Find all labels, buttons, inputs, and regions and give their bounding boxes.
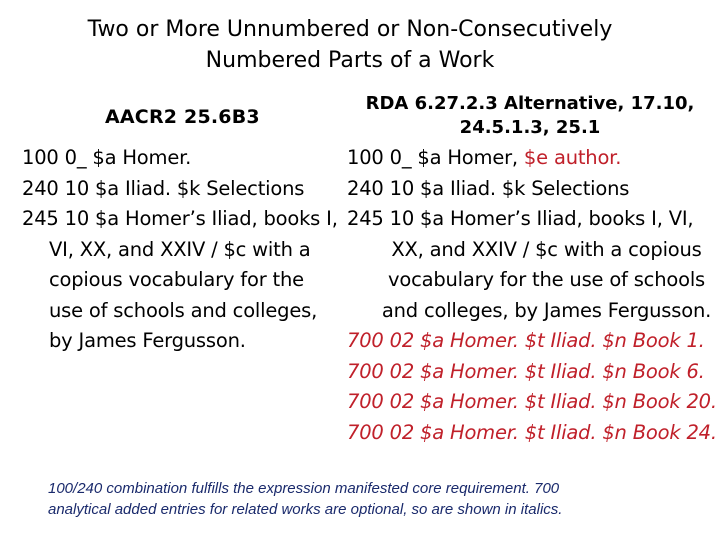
slide-title-line-2: Numbered Parts of a Work	[205, 48, 495, 73]
rda-field-100-relator: $e author.	[517, 146, 622, 169]
aacr2-field-245-line-5: by James Fergusson.	[49, 329, 246, 352]
rda-field-100	[347, 143, 719, 174]
rda-field-245-line-1: 245 10 $a Homer’s Iliad, books I, VI,	[347, 207, 694, 230]
rda-field-245	[347, 204, 719, 326]
rda-field-240: 240 10 $a Iliad. $k Selections	[347, 176, 630, 200]
rda-heading	[345, 92, 715, 140]
slide-title	[60, 14, 640, 76]
rda-record	[347, 143, 719, 448]
footnote-line-1: 100/240 combination fulfills the expression manifested core requirement. 700	[48, 480, 560, 497]
slide-title-line-1: Two or More Unnumbered or Non-Consecutively	[87, 17, 613, 42]
aacr2-field-240: 240 10 $a Iliad. $k Selections	[22, 176, 305, 200]
aacr2-field-245-line-1: 245 10 $a Homer’s Iliad, books I,	[22, 207, 338, 230]
rda-field-700: 700 02 $a Homer. $t Iliad. $n Book 6.	[347, 359, 705, 383]
aacr2-record	[22, 143, 344, 357]
rda-field-245-line-4: and colleges, by James Fergusson.	[381, 298, 712, 322]
aacr2-heading: AACR2 25.6B3	[105, 106, 260, 128]
rda-heading-line-1: RDA 6.27.2.3 Alternative, 17.10,	[365, 93, 695, 114]
aacr2-field-100: 100 0_ $a Homer.	[22, 146, 192, 169]
aacr2-field-245-line-4: use of schools and colleges,	[49, 298, 318, 322]
aacr2-field-245	[22, 204, 344, 357]
footnote	[48, 478, 708, 520]
rda-field-245-line-2: XX, and XXIV / $c with a copious	[391, 237, 702, 261]
rda-field-700: 700 02 $a Homer. $t Iliad. $n Book 20.	[347, 390, 717, 413]
rda-heading-line-2: 24.5.1.3, 25.1	[459, 117, 601, 138]
rda-field-700: 700 02 $a Homer. $t Iliad. $n Book 1.	[347, 329, 705, 352]
rda-field-700: 700 02 $a Homer. $t Iliad. $n Book 24.	[347, 420, 717, 444]
rda-field-245-line-3: vocabulary for the use of schools	[388, 268, 705, 291]
aacr2-field-245-line-3: copious vocabulary for the	[49, 268, 304, 291]
footnote-line-2: analytical added entries for related works are optional, so are shown in italics.	[48, 501, 563, 518]
rda-field-100-main: 100 0_ $a Homer,	[347, 146, 518, 169]
aacr2-field-245-line-2: VI, XX, and XXIV / $c with a	[49, 237, 311, 261]
